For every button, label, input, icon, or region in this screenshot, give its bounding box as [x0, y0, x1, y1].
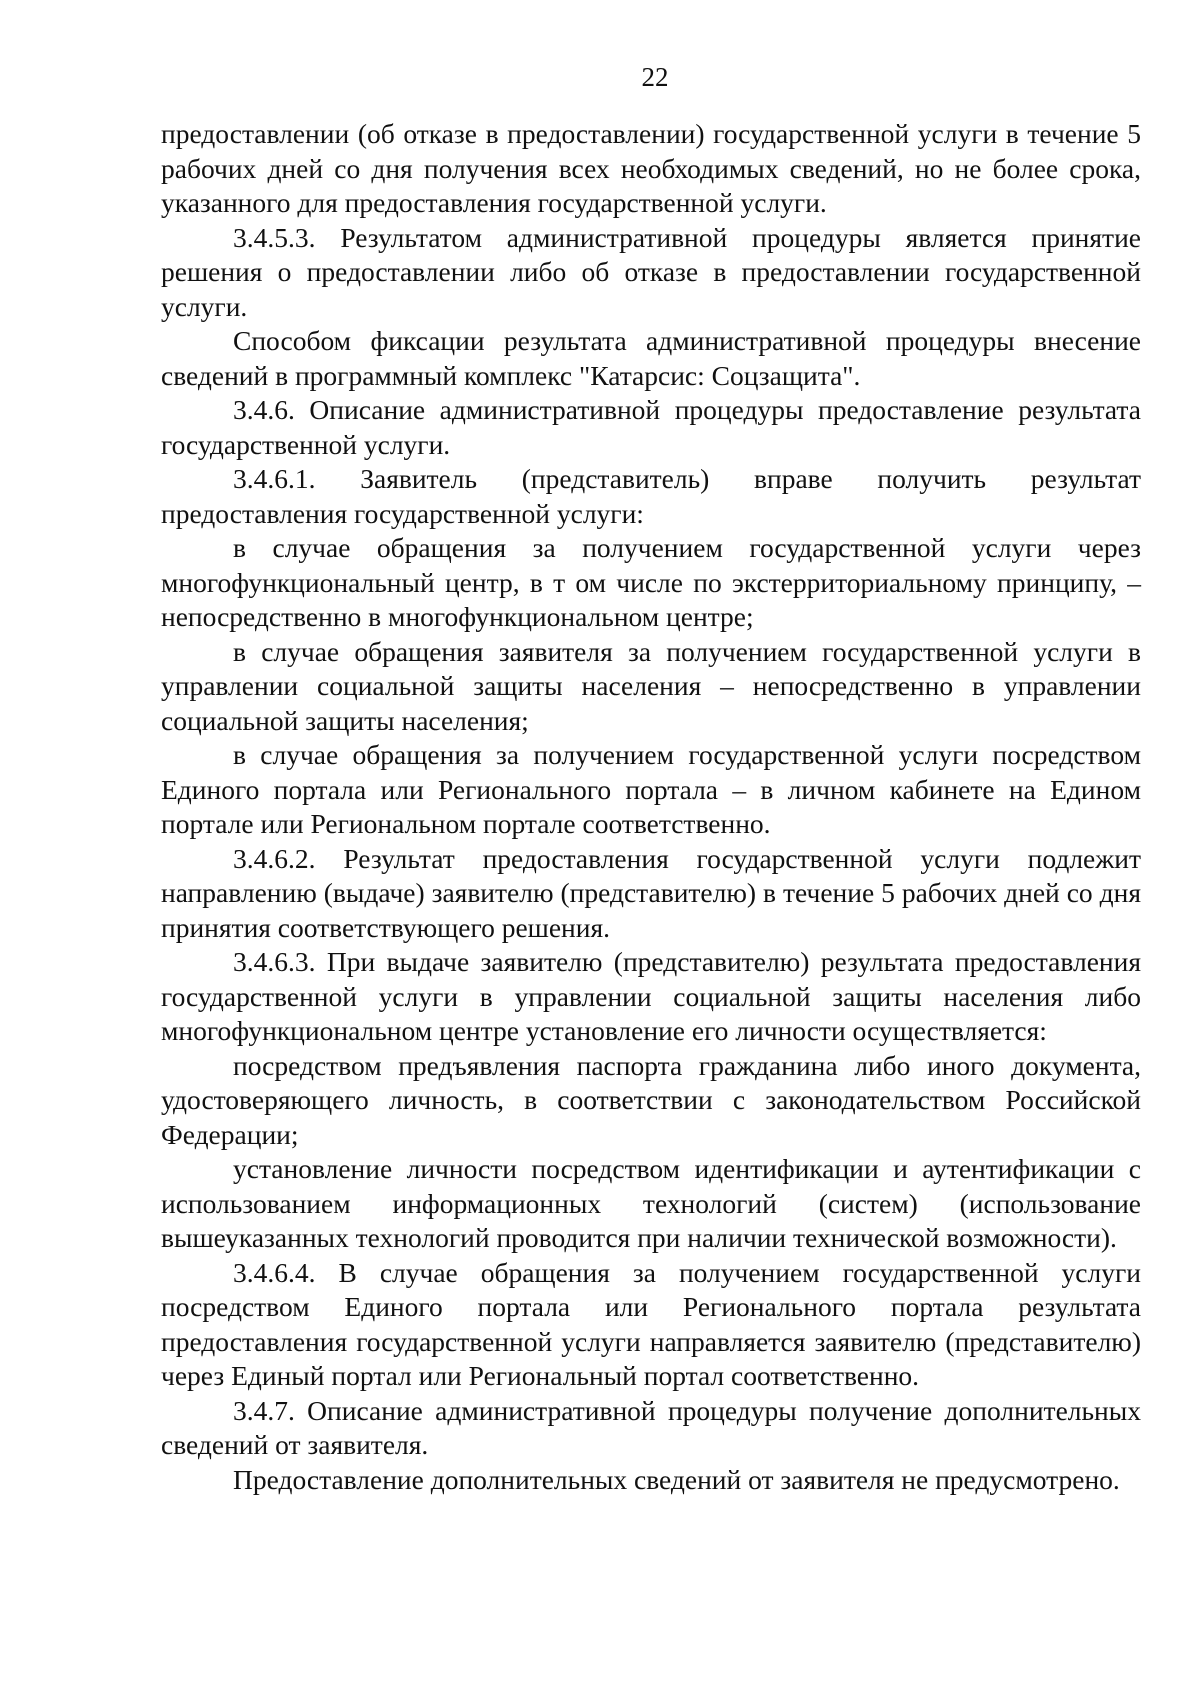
paragraph-3-4-6-2: 3.4.6.2. Результат предоставления государственной услуги подлежит направлению (выдаче) заявителю (представителю) в течение 5 рабочих дней со дня принятия соответствующего решения.	[161, 842, 1141, 943]
paragraph-fixation-method: Способом фиксации результата административной процедуры внесение сведений в программный комплекс "Катарсис: Соцзащита".	[161, 325, 1141, 391]
paragraph-3-4-6: 3.4.6. Описание административной процедуры предоставление результата государственной услуги.	[161, 394, 1141, 460]
paragraph-no-additional-info: Предоставление дополнительных сведений от заявителя не предусмотрено.	[233, 1463, 1120, 1495]
paragraph-portal-case: в случае обращения за получением государственной услуги посредством Единого портала или Регионального портала – в личном кабинете на Едином портале или Региональном портале соответственно.	[161, 739, 1141, 839]
paragraph-3-4-7: 3.4.7. Описание административной процедуры получение дополнительных сведений от заявителя.	[161, 1394, 1141, 1460]
page-number: 22	[641, 62, 669, 92]
paragraph-3-4-6-3: 3.4.6.3. При выдаче заявителю (представителю) результата предоставления государственной услуги в управлении социальной защиты населения либо многофункциональном центре установление его личности осуществляется:	[161, 946, 1141, 1046]
paragraph-mfc-case: в случае обращения за получением государственной услуги через многофункциональный центр, в т ом числе по экстерриториальному принципу, – непосредственно в многофункциональном центре;	[161, 532, 1141, 632]
paragraph-3-4-6-1: 3.4.6.1. Заявитель (представитель) вправе получить результат предоставления государственной услуги:	[161, 463, 1141, 529]
document-body	[161, 117, 1141, 1497]
paragraph-3-4-6-4: 3.4.6.4. В случае обращения за получением государственной услуги посредством Единого портала или Регионального портала результата предоставления государственной услуги направляется заявителю (представителю) через Единый портал или Региональный портал соответственно.	[161, 1256, 1141, 1391]
paragraph-identification-case: установление личности посредством идентификации и аутентификации с использованием информационных технологий (систем) (использование вышеуказанных технологий проводится при наличии технической возможности).	[161, 1153, 1141, 1253]
paragraph-passport-case: посредством предъявления паспорта гражданина либо иного документа, удостоверяющего личность, в соответствии с законодательством Российской Федерации;	[161, 1049, 1141, 1150]
paragraph-continuation: предоставлении (об отказе в предоставлении) государственной услуги в течение 5 рабочих дней со дня получения всех необходимых сведений, но не более срока, указанного для предоставления государственной услуги.	[161, 118, 1141, 218]
paragraph-3-4-5-3: 3.4.5.3. Результатом административной процедуры является принятие решения о предоставлении либо об отказе в предоставлении государственной услуги.	[161, 221, 1141, 322]
paragraph-social-protection-case: в случае обращения заявителя за получением государственной услуги в управлении социальной защиты населения – непосредственно в управлении социальной защиты населения;	[161, 635, 1141, 736]
